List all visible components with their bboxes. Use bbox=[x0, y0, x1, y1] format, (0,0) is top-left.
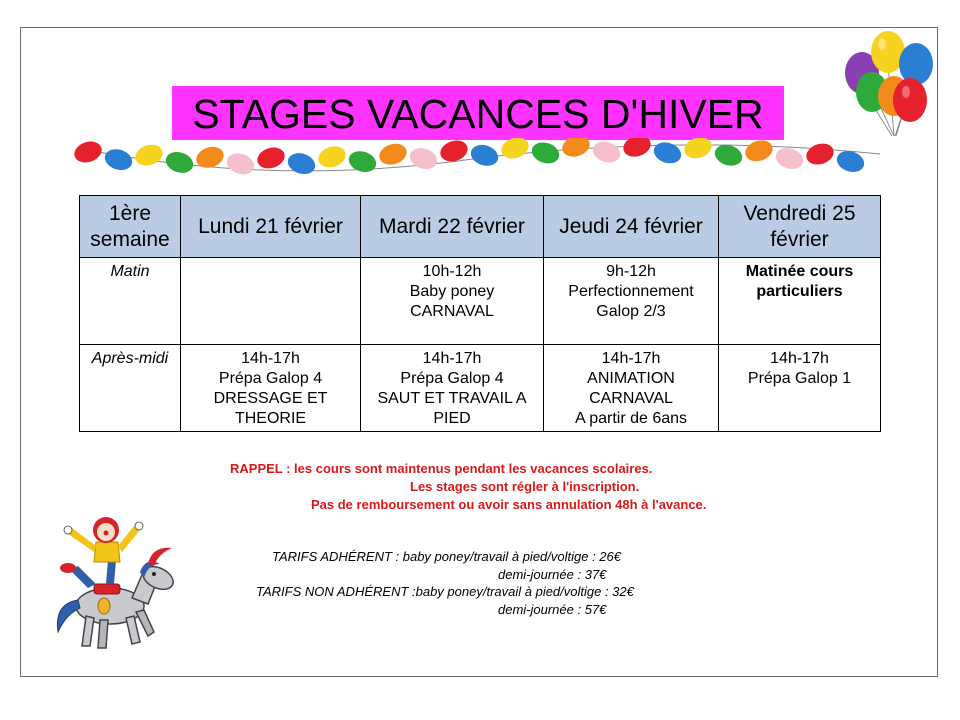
garland-balloon bbox=[346, 148, 379, 176]
garland-balloon bbox=[133, 141, 166, 169]
garland-balloon bbox=[285, 150, 318, 178]
cell-line: Matinée cours particuliers bbox=[745, 263, 854, 300]
cell-friday-morning bbox=[719, 258, 881, 345]
balloon-garland-icon bbox=[74, 138, 886, 186]
clown-on-pony-icon bbox=[48, 508, 188, 658]
row-label-afternoon: Après-midi bbox=[80, 345, 181, 432]
cell-line: A partir de 6ans bbox=[574, 410, 688, 427]
column-header-tuesday: Mardi 22 février bbox=[361, 196, 544, 258]
table-row bbox=[80, 258, 881, 345]
cell-line: SAUT ET TRAVAIL A PIED bbox=[377, 390, 527, 427]
cell-thursday-afternoon bbox=[544, 345, 719, 432]
price-line: TARIFS NON ADHÉRENT :baby poney/travail à pied/voltige : 32€ bbox=[256, 584, 634, 599]
cell-line: Baby poney bbox=[409, 283, 495, 300]
column-header-thursday: Jeudi 24 février bbox=[544, 196, 719, 258]
garland-balloon bbox=[773, 145, 806, 173]
garland-balloon bbox=[804, 140, 837, 168]
cell-line: CARNAVAL bbox=[410, 303, 494, 320]
cell-line: 14h-17h bbox=[601, 350, 661, 367]
cell-line: 10h-12h bbox=[422, 263, 482, 280]
page-title: STAGES VACANCES D'HIVER bbox=[172, 86, 784, 140]
cell-tuesday-afternoon bbox=[361, 345, 544, 432]
garland-balloon bbox=[316, 143, 349, 171]
column-header-monday: Lundi 21 février bbox=[181, 196, 361, 258]
price-line: TARIFS ADHÉRENT : baby poney/travail à pied/voltige : 26€ bbox=[272, 549, 621, 564]
cell-thursday-morning bbox=[544, 258, 719, 345]
garland-balloon bbox=[590, 138, 623, 166]
garland-balloon bbox=[743, 138, 776, 165]
price-line: demi-journée : 57€ bbox=[498, 602, 607, 617]
column-header-friday: Vendredi 25 février bbox=[719, 196, 881, 258]
cell-line: Prépa Galop 4 bbox=[218, 370, 323, 387]
row-label-morning: Matin bbox=[80, 258, 181, 345]
column-header-week: 1ère semaine bbox=[80, 196, 181, 258]
cell-line: Prépa Galop 4 bbox=[400, 370, 504, 387]
cell-line: 14h-17h bbox=[422, 350, 482, 367]
garland-balloon bbox=[194, 144, 227, 172]
garland-balloon bbox=[468, 142, 501, 170]
garland-balloon bbox=[682, 138, 715, 162]
garland-balloon bbox=[438, 138, 471, 165]
cell-line: DRESSAGE ET THEORIE bbox=[213, 390, 328, 427]
garland-balloon bbox=[224, 150, 257, 178]
cell-monday-morning bbox=[181, 258, 361, 345]
table-header-row bbox=[80, 196, 881, 258]
garland-balloon bbox=[529, 139, 562, 167]
garland-balloon bbox=[621, 138, 654, 160]
reminder-line: Les stages sont régler à l'inscription. bbox=[410, 479, 640, 494]
table-row bbox=[80, 345, 881, 432]
garland-balloon bbox=[102, 146, 135, 174]
garland-balloon bbox=[255, 144, 288, 172]
cell-line: 14h-17h bbox=[770, 350, 829, 367]
garland-balloon bbox=[407, 145, 440, 173]
cell-line: Galop 2/3 bbox=[596, 303, 666, 320]
cell-tuesday-morning bbox=[361, 258, 544, 345]
garland-balloon bbox=[163, 149, 196, 177]
cell-friday-afternoon bbox=[719, 345, 881, 432]
garland-balloon bbox=[74, 138, 104, 166]
garland-balloon bbox=[560, 138, 593, 160]
cell-line: 14h-17h bbox=[241, 350, 300, 367]
price-line: demi-journée : 37€ bbox=[498, 567, 607, 582]
cell-line: 9h-12h bbox=[606, 263, 656, 280]
garland-balloon bbox=[651, 139, 684, 167]
balloon-bunch-icon bbox=[832, 28, 942, 140]
cell-monday-afternoon bbox=[181, 345, 361, 432]
garland-balloon bbox=[499, 138, 532, 162]
schedule-table bbox=[79, 195, 881, 432]
cell-line: Prépa Galop 1 bbox=[747, 370, 852, 387]
garland-balloon bbox=[377, 140, 410, 168]
reminder-line: RAPPEL : les cours sont maintenus pendant les vacances scolaires. bbox=[230, 461, 653, 476]
cell-line: ANIMATION CARNAVAL bbox=[587, 370, 675, 407]
reminder-line: Pas de remboursement ou avoir sans annulation 48h à l'avance. bbox=[311, 497, 707, 512]
cell-line: Perfectionnement bbox=[568, 283, 694, 300]
